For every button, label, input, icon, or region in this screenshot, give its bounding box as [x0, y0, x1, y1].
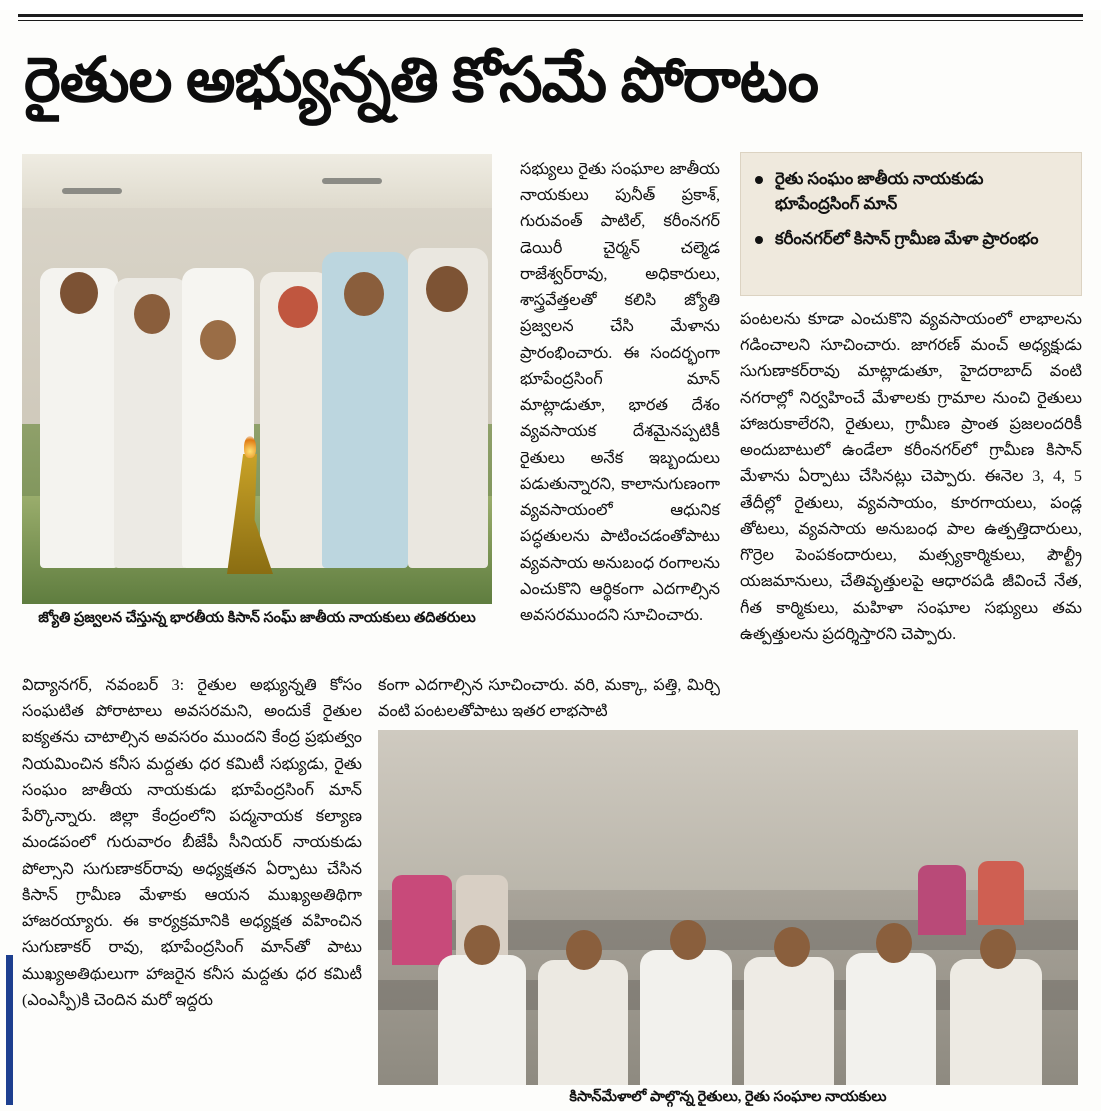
page-title: రైతుల అభ్యున్నతి కోసమే పోరాటం	[24, 47, 819, 115]
photo2-caption: కిసాన్‌మేళాలో పాల్గొన్న రైతులు, రైతు సంఘాల నాయకులు	[569, 1089, 887, 1105]
person-head	[134, 294, 170, 334]
person-figure	[846, 953, 936, 1085]
highlight-list	[741, 153, 1081, 251]
person-head	[566, 930, 602, 970]
article-column-1: సభ్యులు రైతు సంఘాల జాతీయ నాయకులు పునీత్ ప్రకాశ్, గురువంత్ పాటిల్, కరీంనగర్ డెయిరీ చైర్మన్ చల్మెడ రాజేశ్వర్‌రావు, అధికారులు, శాస్త్రవేత్తలతో కలిసి జ్యోతి ప్రజ్వలన చేసి మేళాను ప్రారంభించారు. ఈ సందర్భంగా భూపేంద్రసింగ్ మాన్ మాట్లాడుతూ, భారత దేశం వ్యవసాయక దేశమైనప్పటికీ రైతులు అనేక ఇబ్బందులు పడుతున్నారని, కాలానుగుణంగా వ్యవసాయంలో ఆధునిక పద్ధతులను పాటించడంతోపాటు వ్యవసాయ అనుబంధ రంగాలను ఎంచుకొని ఆర్థికంగా ఎదగాల్సిన అవసరముందని సూచించారు.	[520, 160, 720, 624]
person-head	[60, 272, 98, 314]
person-figure	[392, 875, 452, 965]
person-figure	[640, 950, 732, 1085]
ceiling-fan-icon	[322, 178, 382, 184]
lamp-flame-icon	[244, 436, 256, 458]
highlight-box	[740, 152, 1082, 296]
list-item: కరీంనగర్‌లో కిసాన్ గ్రామీణ మేళా ప్రారంభం	[775, 227, 1067, 252]
person-head	[774, 927, 810, 967]
person-figure	[538, 960, 628, 1085]
person-figure	[950, 959, 1042, 1085]
list-item: రైతు సంఘం జాతీయ నాయకుడు భూపేంద్రసింగ్ మాన్	[775, 167, 1067, 217]
top-rule-thick	[18, 14, 1083, 17]
page-top-margin	[0, 0, 1101, 10]
person-head	[980, 929, 1016, 969]
photo-audience-crowd	[378, 730, 1078, 1085]
person-head	[670, 920, 706, 960]
person-figure	[744, 957, 834, 1085]
page-edge-marker	[6, 955, 13, 1105]
person-figure	[918, 865, 966, 935]
article-column-4: కంగా ఎదగాల్సిన సూచించారు. వరి, మక్కా, పత్తి, మిర్చి వంటి పంటలతోపాటు ఇతర లాభసాటి	[378, 676, 720, 721]
person-figure	[438, 955, 526, 1085]
person-head-turban	[278, 286, 318, 328]
person-head	[200, 320, 236, 360]
person-head	[426, 266, 468, 312]
person-figure	[978, 861, 1024, 925]
person-head	[464, 925, 500, 965]
person-head	[344, 272, 384, 316]
article-column-2: పంటలను కూడా ఎంచుకొని వ్యవసాయంలో లాభాలను గడించాలని సూచించారు. జాగరణ్ మంచ్ అధ్యక్షుడు సుగుణాకర్‌రావు మాట్లాడుతూ, హైదరాబాద్ వంటి నగరాల్లో నిర్వహించే మేళాలకు గ్రామాల నుంచి రైతులు హాజరుకాలేరని, రైతులు, గ్రామీణ ప్రాంత ప్రజలందరికీ అందుబాటులో ఉండేలా కరీంనగర్‌లో గ్రామీణ కిసాన్ మేళాను ఏర్పాటు చేసినట్లు చెప్పారు. ఈనెల 3, 4, 5 తేదీల్లో రైతులు, వ్యవసాయం, కూరగాయలు, పండ్ల తోటలు, వ్యవసాయ అనుబంధ పాల ఉత్పత్తిదారులు, గొర్రెల పెంపకందారులు, మత్స్యకార్మికులు, పౌల్ట్రీ యజమానులు, చేతివృత్తులపై ఆధారపడి జీవించే నేత, గీత కార్మికులు, మహిళా సంఘాల సభ్యులు తమ ఉత్పత్తులను ప్రదర్శిస్తారని చెప్పారు.	[740, 310, 1082, 643]
person-head	[876, 923, 912, 963]
photo-lamp-lighting	[22, 154, 492, 604]
ceiling-fan-icon	[62, 188, 122, 194]
photo1-caption: జ్యోతి ప్రజ్వలన చేస్తున్న భారతీయ కిసాన్ సంఘ్ జాతీయ నాయకులు తదితరులు	[38, 610, 476, 626]
article-column-3: విద్యానగర్, నవంబర్ 3: రైతుల అభ్యున్నతి కోసం సంఘటిత పోరాటాలు అవసరమని, అందుకే రైతుల ఐక్యతను చాటాల్సిన అవసరం ముందని కేంద్ర ప్రభుత్వం నియమించిన కనీస మద్దతు ధర కమిటీ సభ్యుడు, రైతు సంఘం జాతీయ నాయకుడు భూపేంద్రసింగ్ మాన్ పేర్కొన్నారు. జిల్లా కేంద్రంలోని పద్మనాయక కల్యాణ మండపంలో గురువారం బీజేపీ సీనియర్ నాయకుడు పోల్సాని సుగుణాకర్‌రావు అధ్యక్షతన ఏర్పాటు చేసిన కిసాన్ గ్రామీణ మేళాకు ఆయన ముఖ్యఅతిథిగా హాజరయ్యారు. ఈ కార్యక్రమానికి అధ్యక్షత వహించిన సుగుణాకర్ రావు, భూపేంద్రసింగ్ మాన్‌తో పాటు ముఖ్యఅతిథులుగా హాజరైన కనీస మద్దతు ధర కమిటీ (ఎంఎస్పీ)కి చెందిన మరో ఇద్దరు	[22, 676, 362, 1009]
top-rule-thin	[18, 20, 1083, 21]
